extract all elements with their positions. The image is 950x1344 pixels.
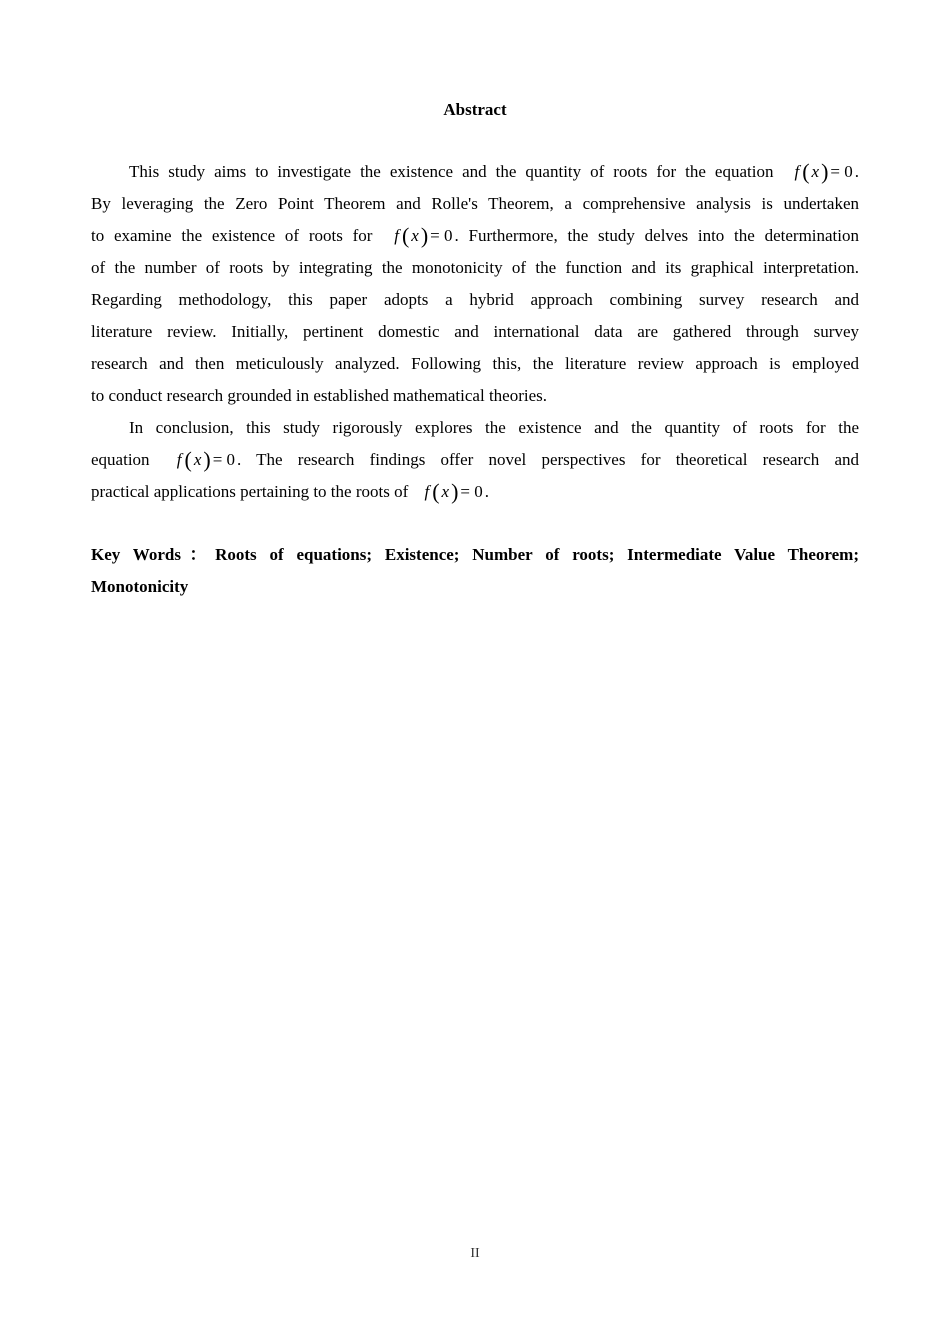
formula-fn: f: [424, 482, 430, 501]
formula-f-x-equals-0: [177, 449, 235, 471]
keywords-label: Key Words：: [91, 545, 216, 564]
formula-rhs: = 0: [830, 162, 853, 181]
text: .: [854, 162, 860, 181]
keywords-line: Monotonicity: [91, 577, 189, 596]
text: equation: [91, 450, 150, 469]
formula-fn: f: [176, 450, 182, 469]
text-line: [91, 449, 859, 471]
formula-rhs: = 0: [430, 226, 453, 245]
formula-arg: ( x ): [429, 482, 460, 501]
text-line: In conclusion, this study rigorously explores the existence and the quantity of roots for the: [129, 418, 859, 437]
text: . The research findings offer novel perspectives for theoretical research and: [237, 450, 859, 469]
formula-f-x-equals-0: [424, 481, 482, 503]
formula-arg: ( x ): [799, 162, 830, 181]
text-line: Regarding methodology, this paper adopts a hybrid approach combining survey research and: [91, 290, 859, 309]
text-line: By leveraging the Zero Point Theorem and Rolle's Theorem, a comprehensive analysis is undertaken: [91, 194, 859, 213]
formula-fn: f: [394, 226, 399, 245]
text-line: to conduct research grounded in established mathematical theories.: [91, 386, 548, 405]
formula-rhs: = 0: [460, 482, 483, 501]
keywords-text: Roots of equations; Existence; Number of roots; Intermediate Value Theorem;: [215, 545, 860, 564]
text: practical applications pertaining to the roots of: [91, 482, 409, 501]
abstract-title: Abstract: [443, 100, 507, 119]
formula-f-x-equals-0: [394, 225, 452, 247]
text-line: [91, 481, 859, 503]
text: .: [484, 482, 490, 501]
text-line: [129, 161, 859, 183]
text: . Furthermore, the study delves into the determination: [454, 226, 860, 245]
text-line: of the number of roots by integrating the monotonicity of the function and its graphical interpretation.: [91, 258, 859, 277]
formula-f-x-equals-0: [794, 161, 852, 183]
text-line: research and then meticulously analyzed. Following this, the literature review approach is employed: [91, 354, 859, 373]
text: to examine the existence of roots for: [91, 226, 373, 245]
formula-fn: f: [794, 162, 800, 181]
page-number: II: [470, 1246, 480, 1261]
formula-rhs: = 0: [212, 450, 236, 469]
text-line: [91, 225, 859, 247]
text-line: literature review. Initially, pertinent domestic and international data are gathered through survey: [91, 322, 859, 341]
formula-arg: ( x ): [399, 226, 430, 245]
formula-arg: ( x ): [181, 450, 212, 469]
keywords-line: [91, 544, 859, 566]
text: This study aims to investigate the existence and the quantity of roots for the equation: [129, 162, 774, 181]
